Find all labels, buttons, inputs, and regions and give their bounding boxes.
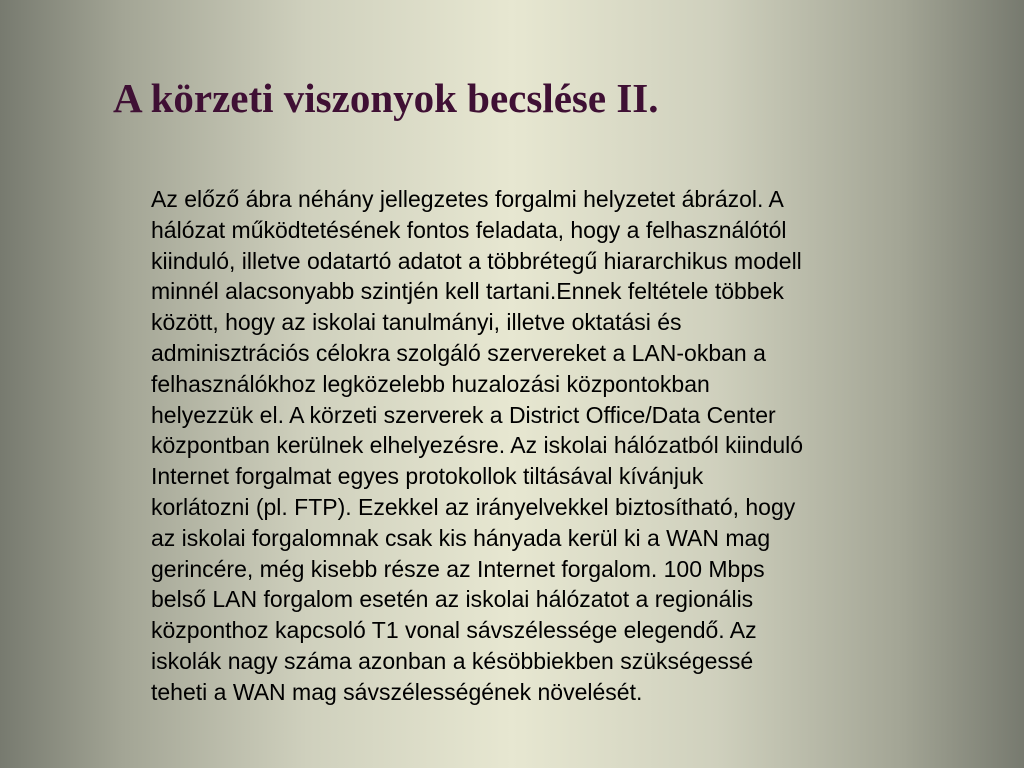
body-line: kiinduló, illetve odatartó adatot a többrétegű hiararchikus modell [151, 247, 802, 274]
body-line: felhasználókhoz legközelebb huzalozási központokban [151, 370, 710, 397]
body-line: Internet forgalmat egyes protokollok tiltásával kívánjuk [151, 463, 704, 490]
body-line: belső LAN forgalom esetén az iskolai hálózatot a regionális [151, 586, 754, 613]
slide-body-text [151, 184, 971, 708]
body-line: korlátozni (pl. FTP). Ezekkel az irányelvekkel biztosítható, hogy [151, 493, 796, 520]
body-line: központhoz kapcsoló T1 vonal sávszélessége elegendő. Az [151, 617, 757, 644]
body-line: központban kerülnek elhelyezésre. Az iskolai hálózatból kiinduló [151, 432, 804, 459]
body-line: helyezzük el. A körzeti szerverek a District Office/Data Center [151, 401, 776, 428]
body-line: adminisztrációs célokra szolgáló szervereket a LAN-okban a [151, 339, 766, 366]
body-line: gerincére, még kisebb része az Internet forgalom. 100 Mbps [151, 555, 765, 582]
body-line: között, hogy az iskolai tanulmányi, illetve oktatási és [151, 309, 682, 336]
body-line: hálózat működtetésének fontos feladata, hogy a felhasználótól [151, 216, 787, 243]
slide-title: A körzeti viszonyok becslése II. [113, 75, 659, 121]
body-line: teheti a WAN mag sávszélességének növelését. [151, 678, 643, 705]
body-line: az iskolai forgalomnak csak kis hányada kerül ki a WAN mag [151, 524, 771, 551]
body-line: iskolák nagy száma azonban a késöbbiekben szükségessé [151, 647, 754, 674]
body-line: minnél alacsonyabb szintjén kell tartani.Ennek feltétele többek [151, 278, 784, 305]
body-line: Az előző ábra néhány jellegzetes forgalmi helyzetet ábrázol. A [151, 186, 784, 212]
